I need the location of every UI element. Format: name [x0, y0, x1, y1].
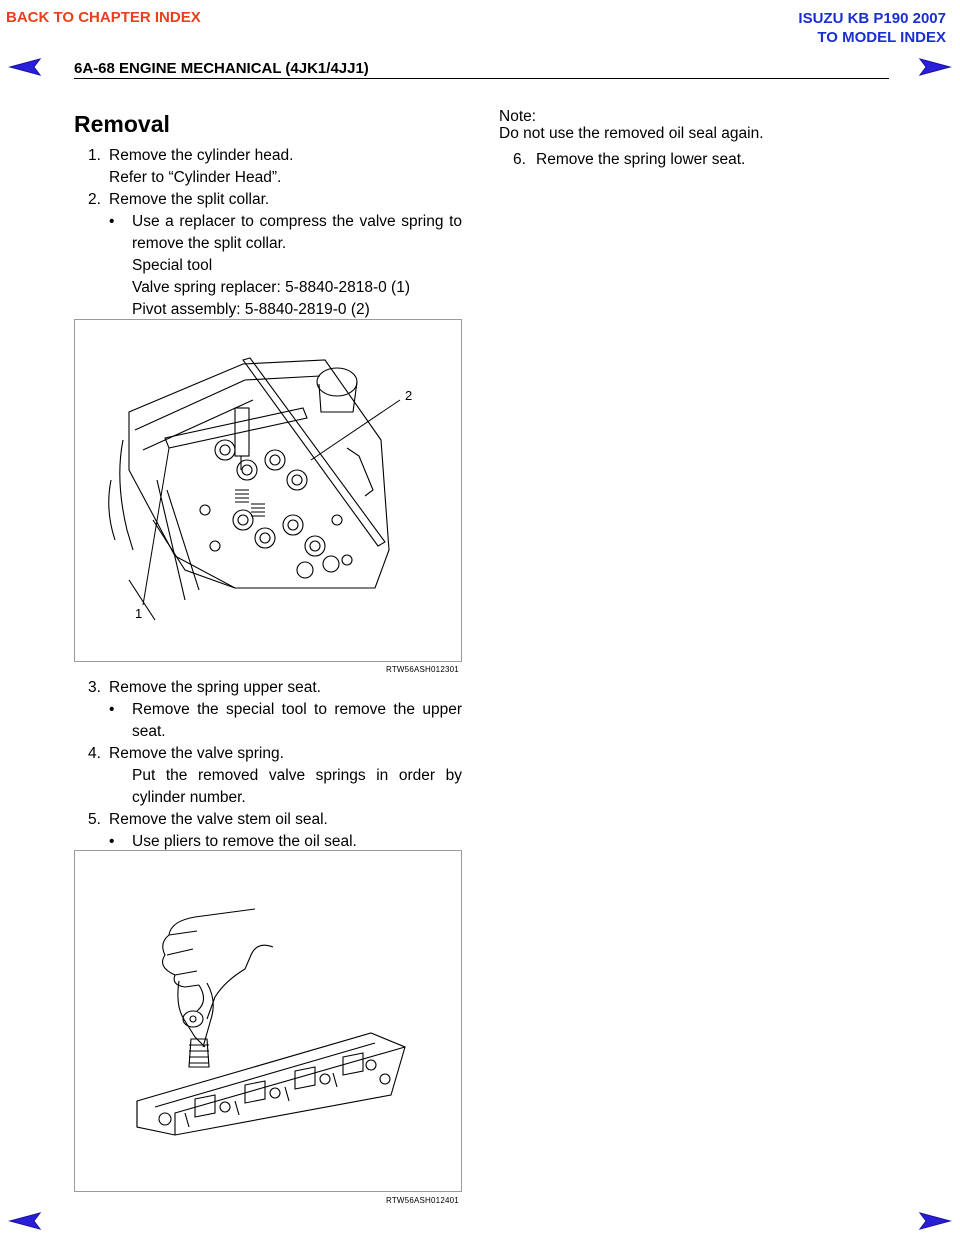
model-index-block[interactable] — [798, 9, 946, 47]
bullet-icon: • — [109, 701, 115, 718]
model-title: ISUZU KB P190 2007 — [798, 10, 946, 27]
step-2-bullet: Use a replacer to compress the valve spring to — [132, 213, 462, 230]
to-model-index-link[interactable]: TO MODEL INDEX — [817, 29, 946, 46]
step-1-reference: Refer to “Cylinder Head”. — [109, 169, 282, 186]
step-2-number: 2. — [88, 191, 101, 208]
step-1-number: 1. — [88, 147, 101, 164]
figure-oil-seal-pliers — [74, 850, 462, 1192]
special-tool-label: Special tool — [132, 257, 213, 274]
figure-valve-spring-replacer — [74, 319, 462, 662]
figure-1-callout-2: 2 — [405, 388, 413, 403]
arrow-right-icon[interactable] — [918, 56, 952, 78]
step-4-number: 4. — [88, 745, 101, 762]
step-2-bullet-cont: remove the split collar. — [132, 235, 287, 252]
special-tool-2: Pivot assembly: 5-8840-2819-0 (2) — [132, 301, 370, 318]
figure-1-caption: RTW56ASH012301 — [386, 665, 459, 674]
figure-2-caption: RTW56ASH012401 — [386, 1196, 459, 1205]
note-text: Do not use the removed oil seal again. — [499, 125, 764, 142]
step-4-note: Put the removed valve springs in order by — [132, 767, 462, 784]
step-3-bullet: Remove the special tool to remove the upper — [132, 701, 462, 718]
special-tool-1: Valve spring replacer: 5-8840-2818-0 (1) — [132, 279, 411, 296]
back-to-chapter-index-link[interactable]: BACK TO CHAPTER INDEX — [6, 9, 201, 26]
step-5-text: Remove the valve stem oil seal. — [109, 811, 328, 828]
step-3-number: 3. — [88, 679, 101, 696]
valve-spring-replacer-illustration — [75, 320, 461, 661]
step-3-bullet-cont: seat. — [132, 723, 166, 740]
step-1-text: Remove the cylinder head. — [109, 147, 294, 164]
step-4-note-cont: cylinder number. — [132, 789, 246, 806]
step-4-text: Remove the valve spring. — [109, 745, 284, 762]
figure-1-callout-1: 1 — [135, 606, 143, 621]
arrow-left-icon[interactable] — [8, 1210, 42, 1232]
arrow-left-icon[interactable] — [8, 56, 42, 78]
step-6-number: 6. — [513, 151, 526, 168]
bullet-icon: • — [109, 833, 115, 850]
step-6-text: Remove the spring lower seat. — [536, 151, 746, 168]
header-divider — [74, 78, 889, 79]
oil-seal-pliers-illustration — [75, 851, 461, 1191]
section-heading: Removal — [74, 111, 170, 137]
arrow-right-icon[interactable] — [918, 1210, 952, 1232]
step-5-bullet: Use pliers to remove the oil seal. — [132, 833, 357, 850]
step-3-text: Remove the spring upper seat. — [109, 679, 321, 696]
step-2-text: Remove the split collar. — [109, 191, 270, 208]
note-label: Note: — [499, 108, 537, 125]
bullet-icon: • — [109, 213, 115, 230]
step-5-number: 5. — [88, 811, 101, 828]
page-header-title: 6A-68 ENGINE MECHANICAL (4JK1/4JJ1) — [74, 60, 369, 77]
